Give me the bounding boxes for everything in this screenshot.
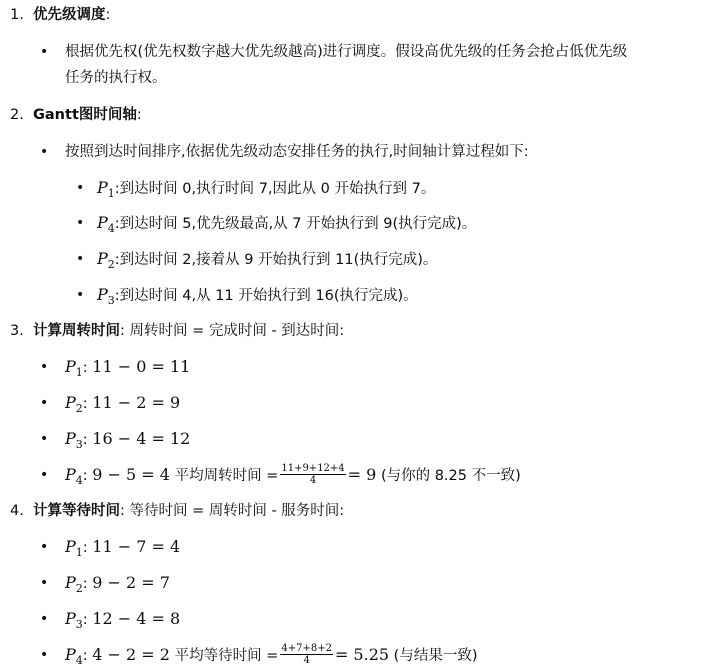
bullet-icon: • xyxy=(40,359,49,375)
list-item-text: 任务的执行权。 xyxy=(65,70,167,86)
section-number: 3. xyxy=(10,323,24,339)
list-item-text: 根据优先权(优先权数字越大优先级越高)进行调度。假设高优先级的任务会抢占低优先级 xyxy=(65,44,628,60)
fraction: $\frac{11+9+12+4}{4}$ xyxy=(281,462,345,486)
section-title: Gantt图时间轴: xyxy=(33,107,142,123)
bullet-icon: • xyxy=(40,647,49,663)
bullet-icon: • xyxy=(40,44,49,60)
section-title: 计算周转时间: 周转时间 = 完成时间 - 到达时间: xyxy=(33,323,345,339)
bullet-icon: • xyxy=(76,287,85,303)
bullet-icon: • xyxy=(40,467,49,483)
document-page: 1. 优先级调度: • 根据优先权(优先权数字越大优先级越高)进行调度。假设高优先级的任务会抢占低优先级 任务的执行权。 2. Gantt图时间轴: • 按照到达时间排序,依据优先级动态安排任务的执行,时间轴计算过程如下: • $P_1$:到达时间 0,执行时间 7,因此从 0 开始执行到 7。 • $P_4$:到达时间 5,优先级最高,从 7 开始执行到 9(执行完成)。 • $P_2$:到达时间 2,接着从 9 开始执行到 11(执行完成)。 • $P_3$:到达时间 4,从 11 开始执行到 16(执行完成)。 3. 计算周转时间: 周转时间 = 完成时间 - 到达时间: • $P_1$: 11 − 0 = 11 • $P_2$: 11 − 2 = 9 • $P_3$: 16 − 4 = 12 • $P_4$: 9 − 5 = 4 平均周转时间 = $\frac{11+9+12+4}{4}$ = 9 (与你的 8.25 不一致) 4. 计算等待时间: 等待时间 = 周转时间 - 服务时间: • $P_1$: 11 − 7 = 4 • $P_2$: 9 − 2 = 7 • $P_3$: 12 − 4 = 8 • $P_4$: 4 − 2 = 2 平均等待时间 = $\frac{4+7+8+2}{4}$ = 5.25 (与结果一致) xyxy=(0,0,713,668)
section-number: 1. xyxy=(10,7,24,23)
section-title: 计算等待时间: 等待时间 = 周转时间 - 服务时间: xyxy=(33,503,345,519)
bullet-icon: • xyxy=(40,395,49,411)
bullet-icon: • xyxy=(76,215,85,231)
section-title: 优先级调度: xyxy=(33,7,111,23)
bullet-icon: • xyxy=(76,180,85,196)
bullet-icon: • xyxy=(76,251,85,267)
section-number: 2. xyxy=(10,107,24,123)
fraction: $\frac{4+7+8+2}{4}$ xyxy=(281,642,332,666)
bullet-icon: • xyxy=(40,431,49,447)
list-item-text: 按照到达时间排序,依据优先级动态安排任务的执行,时间轴计算过程如下: xyxy=(65,144,529,160)
bullet-icon: • xyxy=(40,611,49,627)
bullet-icon: • xyxy=(40,144,49,160)
bullet-icon: • xyxy=(40,539,49,555)
section-number: 4. xyxy=(10,503,24,519)
bullet-icon: • xyxy=(40,575,49,591)
